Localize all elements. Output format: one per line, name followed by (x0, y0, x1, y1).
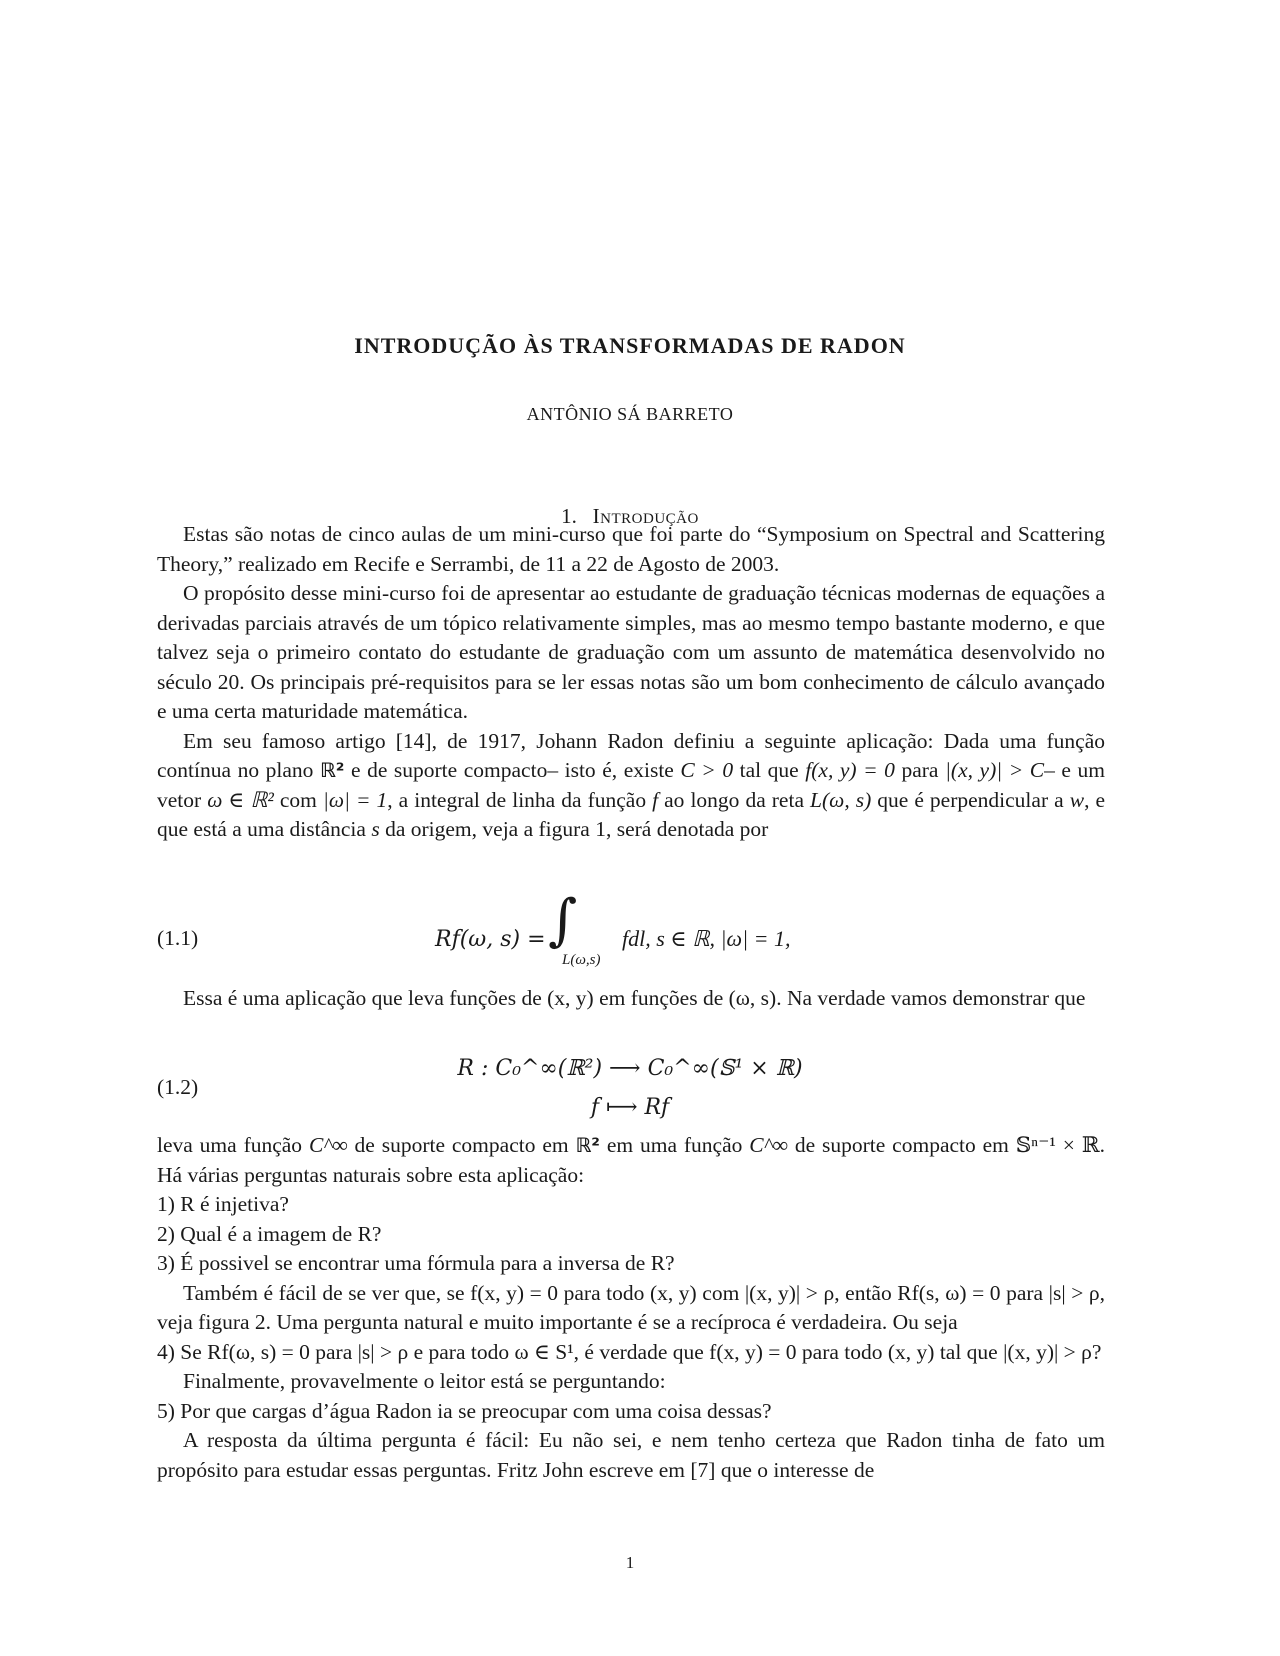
equation-1-rhs (622, 926, 790, 952)
p3-text-a: Em seu famoso artigo [14], de 1917, Johann Radon definiu a seguinte aplicação: Dada uma função contínua no plano (157, 728, 1105, 782)
math-sn: 𝕊ⁿ⁻¹ × ℝ (1015, 1133, 1100, 1157)
p3-text-j: , e que está a uma distância (157, 787, 1106, 841)
integral-subscript: L(ω,s) (562, 952, 601, 968)
p3-text-k: da origem, veja a figura 1, será denotada por (379, 817, 769, 841)
equation-2-line-2 (0, 1094, 1260, 1120)
p3-text-e: e um vetor (157, 758, 1105, 812)
question-3: 3) É possivel se encontrar uma fórmula para a inversa de R? (157, 1251, 675, 1275)
question-2: 2) Qual é a imagem de R? (157, 1221, 382, 1246)
equation-1-rhs-text: fdl, s ∈ ℝ, |ω| = 1, (622, 926, 791, 951)
section-number: 1. (561, 504, 577, 528)
math-omega-in: ω ∈ ℝ² (207, 787, 274, 812)
p3-text-c: tal que (733, 758, 806, 782)
paragraph-6: Também é fácil de se ver que, se f(x, y) = 0 para todo (x, y) com |(x, y)| > ρ, então Rf(s, ω) = 0 para |s| > ρ, veja figura 2. Uma pergunta natural e muito importante é se a recíproca é verdadeira. Ou seja (157, 1280, 1105, 1334)
math-l: L(ω, s) (810, 787, 872, 812)
paragraph-1: Estas são notas de cinco aulas de um mini-curso que foi parte do “Symposium on Spectral and Scattering Theory,” realizado em Recife e Serrambi, de 11 a 22 de Agosto de 2003. (157, 522, 1105, 576)
paragraph-4: Essa é uma aplicação que leva funções de (x, y) em funções de (ω, s). Na verdade vamos demonstrar que (183, 986, 1086, 1010)
math-cinf-2: C^∞ (749, 1133, 788, 1157)
question-4: 4) Se Rf(ω, s) = 0 para |s| > ρ e para todo ω ∈ S¹, é verdade que f(x, y) = 0 para todo (x, y) tal que |(x, y)| > ρ? (157, 1339, 1102, 1364)
p5-text-c: em uma função (599, 1133, 750, 1157)
math-r2: ℝ² (319, 759, 345, 782)
math-f-eq-0: f(x, y) = 0 (805, 758, 895, 782)
equation-2-line-2-text: f ⟼ Rf (590, 1095, 670, 1120)
page-number: 1 (625, 1553, 635, 1572)
paragraph-7: Finalmente, provavelmente o leitor está se perguntando: (183, 1369, 666, 1393)
p3-text-h: ao longo da reta (658, 787, 811, 812)
paragraph-3 (157, 727, 1105, 845)
equation-2-line-1-text: R : C₀^∞(ℝ²) ⟶ C₀^∞(𝕊¹ × ℝ) (457, 1056, 803, 1081)
p3-text-d: para (894, 758, 946, 782)
body-block-rest (157, 1131, 1105, 1485)
math-c-gt-0: C > 0 (680, 758, 734, 782)
equation-2-line-1 (0, 1055, 1260, 1081)
p3-text-g: , a integral de linha da função (387, 787, 653, 812)
paper-author: ANTÔNIO SÁ BARRETO (526, 404, 734, 424)
math-f: f (652, 787, 659, 812)
p3-text-i: que é perpendicular a (871, 787, 1070, 812)
p3-text-f: com (273, 787, 323, 812)
math-norm-gt-c: |(x, y)| > C– (945, 758, 1055, 782)
p3-text-b: e de suporte compacto– isto é, existe (344, 758, 681, 782)
p5-text-e: . Há várias perguntas naturais sobre esta aplicação: (157, 1133, 1105, 1187)
equation-1-number: (1.1) (157, 926, 199, 950)
math-r2-2: ℝ² (575, 1134, 600, 1157)
math-norm-omega: |ω| = 1 (322, 787, 388, 812)
paragraph-8: A resposta da última pergunta é fácil: Eu não sei, e nem tenho certeza que Radon tinha de fato um propósito para estudar essas perguntas. Fritz John escreve em [7] que o interesse de (157, 1428, 1105, 1482)
p5-text-d: de suporte compacto em (787, 1133, 1016, 1157)
equation-1-lhs-text: Rf(ω, s) = (435, 927, 546, 952)
p5-text-b: de suporte compacto em (347, 1133, 576, 1157)
equation-2-number: (1.2) (157, 1075, 199, 1099)
body-block-p4 (157, 984, 1105, 1014)
body-block-intro (157, 520, 1105, 845)
question-5: 5) Por que cargas d’água Radon ia se preocupar com uma coisa dessas? (157, 1398, 772, 1423)
math-w: w (1069, 787, 1085, 812)
p5-text-a: leva uma função (157, 1133, 309, 1157)
paper-title: INTRODUÇÃO ÀS TRANSFORMADAS DE RADON (354, 333, 906, 358)
equation-1-lhs (435, 926, 546, 952)
paragraph-2: O propósito desse mini-curso foi de apresentar ao estudante de graduação técnicas modernas de equações a derivadas parciais através de um tópico relativamente simples, mas ao mesmo tempo bastante moderno, e que talvez seja o primeiro contato do estudante de graduação com um assunto de matemática desenvolvido no século 20. Os principais pré-requisitos para se ler essas notas são um bom conhecimento de cálculo avançado e uma certa maturidade matemática. (157, 581, 1105, 723)
math-cinf-1: C^∞ (308, 1133, 348, 1157)
section-title: Introdução (592, 504, 699, 528)
integral-sign: ∫ (548, 888, 578, 953)
math-s: s (371, 817, 380, 841)
paragraph-5 (157, 1131, 1105, 1190)
question-1: 1) R é injetiva? (157, 1192, 289, 1216)
